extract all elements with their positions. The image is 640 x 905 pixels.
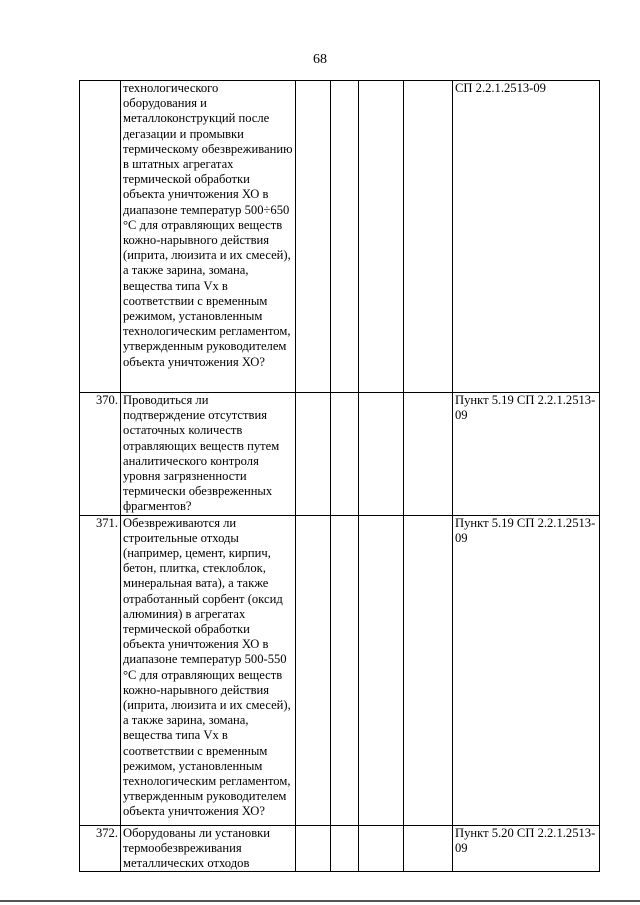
row-number: 370.: [80, 393, 121, 516]
answer-cell: [296, 81, 331, 393]
table-row: [80, 393, 600, 516]
page-bottom-edge: [0, 900, 640, 902]
question-text: Обезвреживаются ли строительные отходы (например, цемент, кирпич, бетон, плитка, стеклоблок, минеральная вата), а также отработанный сорбент (оксид алюминия) в агрегатах термической обработки объекта уничтожения ХО в диапазоне температур 500-550 °С для отравляющих веществ кожно-нарывного действия (иприта, люизита и их смесей), а также зарина, зомана, вещества типа Vx в соответствии с временным режимом, установленным технологическим регламентом, утвержденным руководителем объекта уничтожения ХО?: [121, 515, 296, 825]
page-number: 68: [313, 52, 327, 67]
checklist-table: [79, 80, 600, 872]
answer-cell: [359, 393, 404, 516]
answer-cell: [359, 825, 404, 872]
row-number: 372.: [80, 825, 121, 872]
table-row: [80, 81, 600, 393]
reference-text: Пункт 5.20 СП 2.2.1.2513-09: [453, 825, 600, 872]
reference-text: Пункт 5.19 СП 2.2.1.2513-09: [453, 393, 600, 516]
question-text: технологического оборудования и металлоконструкций после дегазации и промывки термическому обезвреживанию в штатных агрегатах термической обработки объекта уничтожения ХО в диапазоне температур 500÷650 °С для отравляющих веществ кожно-нарывного действия (иприта, люизита и их смесей), а также зарина, зомана, вещества типа Vx в соответствии с временным режимом, установленным технологическим регламентом, утвержденным руководителем объекта уничтожения ХО?: [121, 81, 296, 393]
row-number: 371.: [80, 515, 121, 825]
question-text: Проводиться ли подтверждение отсутствия остаточных количеств отравляющих веществ путем аналитического контроля уровня загрязненности термически обезвреженных фрагментов?: [121, 393, 296, 516]
answer-cell: [359, 81, 404, 393]
answer-cell: [296, 393, 331, 516]
answer-cell: [331, 81, 359, 393]
answer-cell: [296, 825, 331, 872]
table-row: [80, 825, 600, 872]
answer-cell: [404, 393, 453, 516]
reference-text: Пункт 5.19 СП 2.2.1.2513-09: [453, 515, 600, 825]
table-row: [80, 515, 600, 825]
answer-cell: [296, 515, 331, 825]
answer-cell: [359, 515, 404, 825]
answer-cell: [331, 515, 359, 825]
answer-cell: [404, 825, 453, 872]
answer-cell: [404, 81, 453, 393]
answer-cell: [331, 393, 359, 516]
reference-text: СП 2.2.1.2513-09: [453, 81, 600, 393]
row-number: [80, 81, 121, 393]
answer-cell: [331, 825, 359, 872]
answer-cell: [404, 515, 453, 825]
question-text: Оборудованы ли установки термообезвреживания металлических отходов: [121, 825, 296, 872]
